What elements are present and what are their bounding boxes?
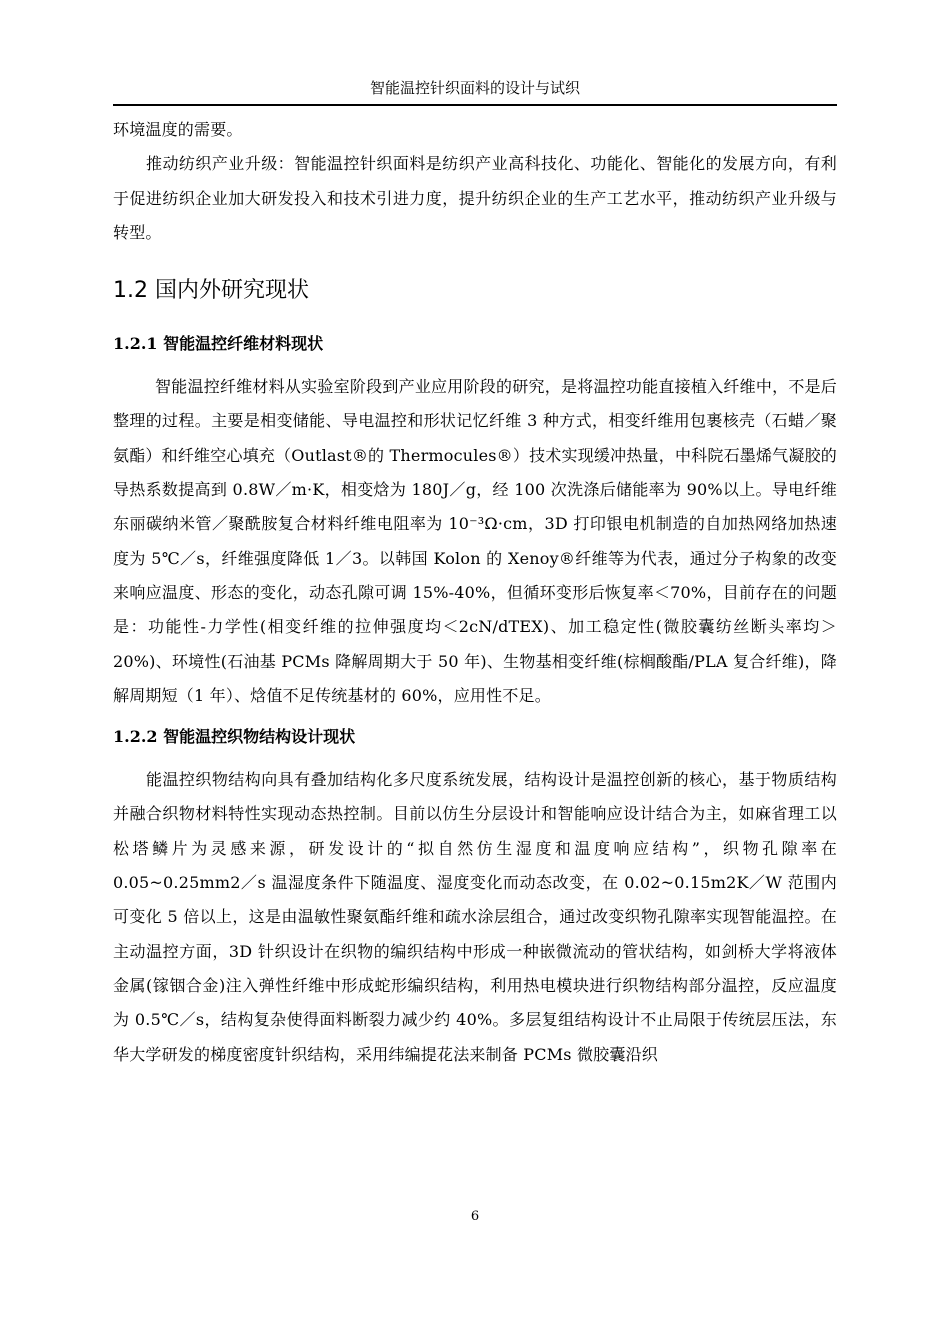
paragraph-carryover: 环境温度的需要。	[113, 120, 243, 139]
subsection-heading-1-2-2: 1.2.2 智能温控织物结构设计现状	[113, 727, 356, 747]
header-rule	[113, 104, 837, 106]
page-number: 6	[470, 1209, 480, 1224]
section-heading-1-2: 1.2 国内外研究现状	[113, 278, 309, 304]
paragraph-fabric-structure: 能温控织物结构向具有叠加结构化多尺度系统发展，结构设计是温控创新的核心，基于物质结构并融合织物材料特性实现动态热控制。目前以仿生分层设计和智能响应设计结合为主，如麻省理工以松塔鳞片为灵感来源，研发设计的“拟自然仿生湿度和温度响应结构”，织物孔隙率在 0.05~0.25mm2／s 温湿度条件下随温度、湿度变化而动态改变，在 0.02~0.15m2K／W 范围内可变化 5 倍以上，这是由温敏性聚氨酯纤维和疏水涂层组合，通过改变织物孔隙率实现智能温控。在主动温控方面，3D 针织设计在织物的编织结构中形成一种嵌微流动的管状结构，如剑桥大学将液体金属(镓铟合金)注入弹性纤维中形成蛇形编织结构，利用热电模块进行织物结构部分温控，反应温度为 0.5℃／s，结构复杂使得面料断裂力减少约 40%。多层复组结构设计不止局限于传统层压法，东华大学研发的梯度密度针织结构，采用纬编提花法来制备 PCMs 微胶囊沿织	[113, 770, 837, 1064]
page-content	[113, 113, 837, 1072]
subsection-heading-1-2-1: 1.2.1 智能温控纤维材料现状	[113, 334, 324, 354]
paragraph-industry-upgrade: 推动纺织产业升级：智能温控针织面料是纺织产业高科技化、功能化、智能化的发展方向，有利于促进纺织企业加大研发投入和技术引进力度，提升纺织企业的生产工艺水平，推动纺织产业升级与转型。	[113, 154, 837, 242]
running-header: 智能温控针织面料的设计与试织	[369, 79, 580, 97]
paragraph-fiber-materials: 智能温控纤维材料从实验室阶段到产业应用阶段的研究，是将温控功能直接植入纤维中，不是后整理的过程。主要是相变储能、导电温控和形状记忆纤维 3 种方式，相变纤维用包裹核壳（石蜡／聚氨酯）和纤维空心填充（Outlast®的 Thermocules®）技术实现缓冲热量，中科院石墨烯气凝胶的导热系数提高到 0.8W／m·K，相变焓为 180J／g，经 100 次洗涤后储能率为 90%以上。导电纤维东丽碳纳米管／聚酰胺复合材料纤维电阻率为 10⁻³Ω·cm，3D 打印银电机制造的自加热网络加热速度为 5℃／s，纤维强度降低 1／3。以韩国 Kolon 的 Xenoy®纤维等为代表，通过分子构象的改变来响应温度、形态的变化，动态孔隙可调 15%-40%，但循环变形后恢复率＜70%，目前存在的问题是：功能性-力学性(相变纤维的拉伸强度均＜2cN/dTEX)、加工稳定性(微胶囊纺丝断头率均＞20%)、环境性(石油基 PCMs 降解周期大于 50 年)、生物基相变纤维(棕榈酸酯/PLA 复合纤维)，降解周期短（1 年）、焓值不足传统基材的 60%，应用性不足。	[113, 377, 837, 705]
